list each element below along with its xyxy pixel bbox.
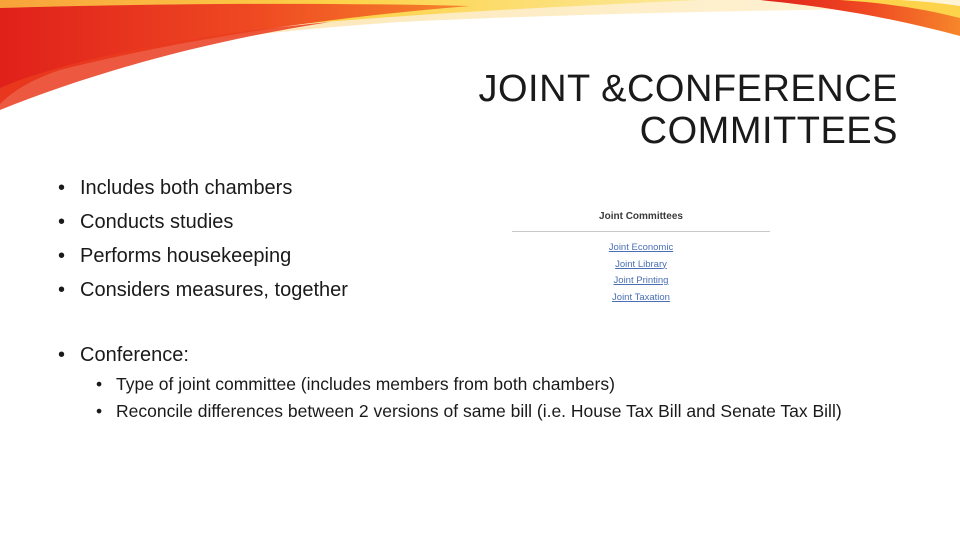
title-line-2: COMMITTEES [639, 110, 898, 152]
bullet-item: • Performs housekeeping [58, 242, 478, 276]
conference-sub-list [96, 373, 918, 422]
sub-bullet-item: • Type of joint committee (includes members from both chambers) [96, 373, 918, 395]
sub-bullet-item: • Reconcile differences between 2 versions of same bill (i.e. House Tax Bill and Senate Tax Bill) [96, 400, 918, 422]
main-bullet-list [58, 174, 478, 310]
bullet-item: • Includes both chambers [58, 174, 478, 208]
title-line-1: JOINT &CONFERENCE [478, 68, 898, 110]
committee-link-library[interactable]: Joint Library [615, 258, 667, 270]
bullet-item: • Conducts studies [58, 208, 478, 242]
conference-bullet: • Conference: [58, 341, 918, 369]
divider [512, 231, 770, 232]
bullet-item: • Considers measures, together [58, 276, 478, 310]
slide-title [478, 68, 898, 152]
joint-committees-panel [512, 208, 770, 308]
committee-link-list [512, 240, 770, 306]
committee-link-economic[interactable]: Joint Economic [608, 242, 674, 253]
committee-panel-heading: Joint Committees [599, 211, 683, 222]
conference-section [58, 341, 918, 427]
committee-link-taxation[interactable]: Joint Taxation [612, 291, 670, 303]
committee-link-printing[interactable]: Joint Printing [613, 275, 669, 286]
